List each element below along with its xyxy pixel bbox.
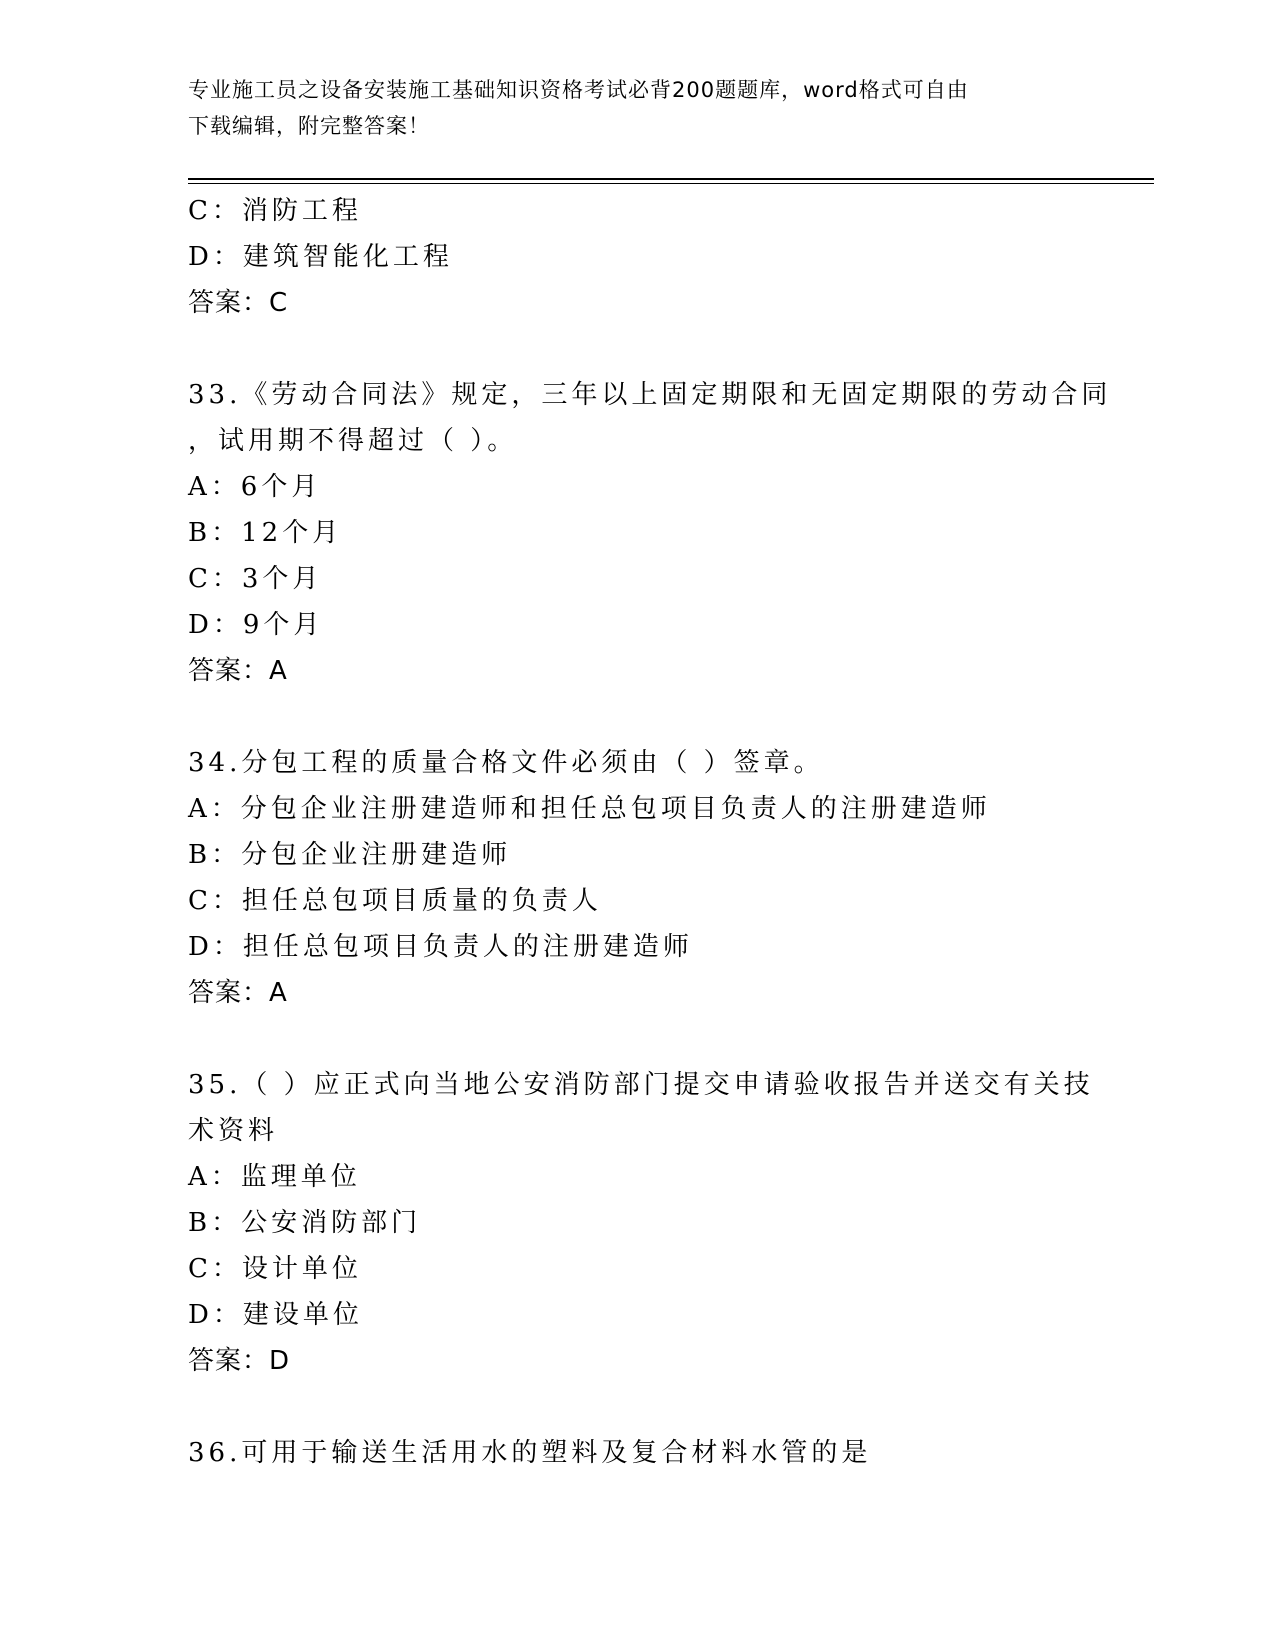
option-d: D：建设单位 (188, 1300, 363, 1330)
question-32-tail (188, 188, 1154, 326)
question-stem: 34.分包工程的质量合格文件必须由（ ）签章。 (188, 748, 824, 778)
question-34 (188, 740, 1154, 1016)
question-list (188, 188, 1154, 1476)
option-c: C：消防工程 (188, 196, 362, 226)
question-stem: 33.《劳动合同法》规定，三年以上固定期限和无固定期限的劳动合同 (188, 380, 1112, 410)
header-divider-thick (188, 178, 1154, 180)
question-33 (188, 372, 1154, 694)
question-stem-continued: 术资料 (188, 1116, 279, 1146)
option-c: C：设计单位 (188, 1254, 362, 1284)
header-divider-thin (188, 183, 1154, 184)
option-a: A：分包企业注册建造师和担任总包项目负责人的注册建造师 (188, 794, 991, 824)
question-stem-continued: ，试用期不得超过（ ）。 (188, 426, 518, 456)
option-b: B：12个月 (188, 518, 343, 548)
page-header (188, 72, 1088, 144)
option-c: C：担任总包项目质量的负责人 (188, 886, 602, 916)
option-d: D：建筑智能化工程 (188, 242, 453, 272)
option-a: A：6个月 (188, 472, 322, 502)
answer: 答案：A (188, 978, 288, 1008)
option-b: B：公安消防部门 (188, 1208, 422, 1238)
question-stem: 35.（ ）应正式向当地公安消防部门提交申请验收报告并送交有关技 (188, 1070, 1094, 1100)
answer: 答案：A (188, 656, 288, 686)
header-line-1: 专业施工员之设备安装施工基础知识资格考试必背200题题库，word格式可自由 (188, 78, 969, 102)
option-a: A：监理单位 (188, 1162, 361, 1192)
option-b: B：分包企业注册建造师 (188, 840, 512, 870)
option-d: D：9个月 (188, 610, 324, 640)
question-36 (188, 1430, 1154, 1476)
option-d: D：担任总包项目负责人的注册建造师 (188, 932, 693, 962)
question-35 (188, 1062, 1154, 1384)
answer: 答案：D (188, 1346, 291, 1376)
header-line-2: 下载编辑，附完整答案！ (188, 114, 430, 138)
answer: 答案：C (188, 288, 289, 318)
question-stem: 36.可用于输送生活用水的塑料及复合材料水管的是 (188, 1438, 872, 1468)
option-c: C：3个月 (188, 564, 323, 594)
